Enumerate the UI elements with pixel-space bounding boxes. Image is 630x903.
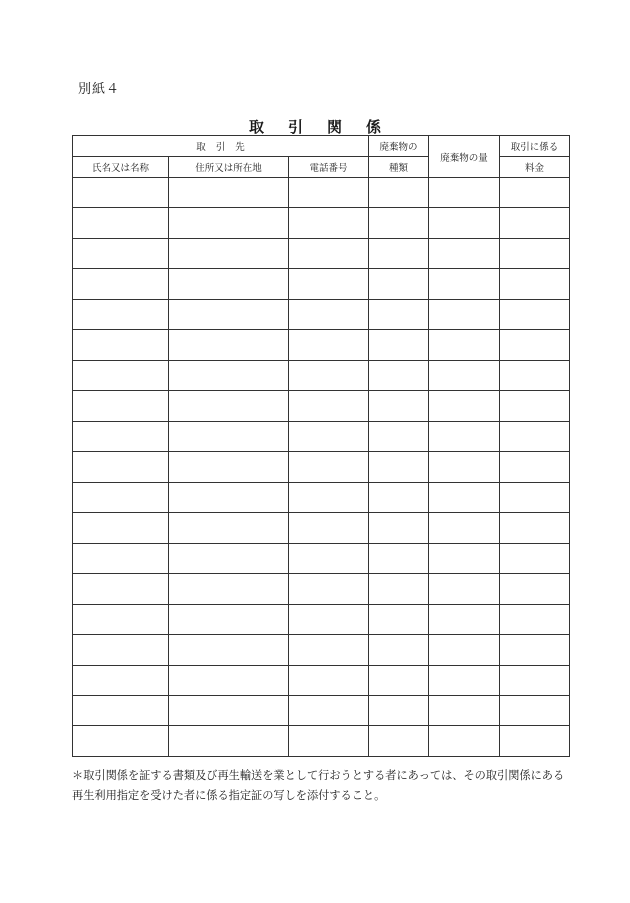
table-row <box>73 695 570 725</box>
fee-cell[interactable] <box>500 269 570 299</box>
fee-cell[interactable] <box>500 726 570 757</box>
waste-amount-cell[interactable] <box>429 635 500 665</box>
address-cell[interactable] <box>169 269 289 299</box>
table-row <box>73 665 570 695</box>
waste-type-cell[interactable] <box>369 269 429 299</box>
fee-cell[interactable] <box>500 421 570 451</box>
address-cell[interactable] <box>169 178 289 208</box>
waste-amount-cell[interactable] <box>429 604 500 634</box>
phone-cell[interactable] <box>289 482 369 512</box>
table-row <box>73 238 570 268</box>
address-cell[interactable] <box>169 299 289 329</box>
phone-cell[interactable] <box>289 299 369 329</box>
table-row <box>73 513 570 543</box>
address-cell[interactable] <box>169 421 289 451</box>
table-row <box>73 726 570 757</box>
waste-type-cell[interactable] <box>369 238 429 268</box>
table-row <box>73 178 570 208</box>
name-cell[interactable] <box>73 665 169 695</box>
address-cell[interactable] <box>169 513 289 543</box>
waste-type-cell[interactable] <box>369 665 429 695</box>
waste-amount-cell[interactable] <box>429 452 500 482</box>
waste-type-cell[interactable] <box>369 330 429 360</box>
table-row <box>73 574 570 604</box>
fee-cell[interactable] <box>500 208 570 238</box>
name-cell[interactable] <box>73 726 169 757</box>
phone-cell[interactable] <box>289 421 369 451</box>
form-title: 取引関係 <box>248 118 405 136</box>
name-cell[interactable] <box>73 635 169 665</box>
phone-cell[interactable] <box>289 513 369 543</box>
table-row <box>73 604 570 634</box>
table-row <box>73 330 570 360</box>
table-body <box>73 178 570 757</box>
table-row <box>73 635 570 665</box>
phone-cell[interactable] <box>289 178 369 208</box>
waste-type-cell[interactable] <box>369 695 429 725</box>
fee-cell[interactable] <box>500 482 570 512</box>
address-cell[interactable] <box>169 360 289 390</box>
waste-type-cell[interactable] <box>369 726 429 757</box>
fee-cell[interactable] <box>500 665 570 695</box>
waste-type-cell[interactable] <box>369 482 429 512</box>
phone-cell[interactable] <box>289 330 369 360</box>
fee-cell[interactable] <box>500 391 570 421</box>
header-waste-type-line1: 廃棄物の <box>369 136 429 157</box>
trade-relations-table <box>72 135 570 757</box>
phone-cell[interactable] <box>289 635 369 665</box>
address-cell[interactable] <box>169 330 289 360</box>
phone-cell[interactable] <box>289 238 369 268</box>
waste-type-cell[interactable] <box>369 360 429 390</box>
waste-type-cell[interactable] <box>369 452 429 482</box>
waste-type-cell[interactable] <box>369 391 429 421</box>
name-cell[interactable] <box>73 421 169 451</box>
waste-amount-cell[interactable] <box>429 695 500 725</box>
waste-type-cell[interactable] <box>369 543 429 573</box>
name-cell[interactable] <box>73 391 169 421</box>
waste-amount-cell[interactable] <box>429 299 500 329</box>
name-cell[interactable] <box>73 452 169 482</box>
table-row <box>73 208 570 238</box>
address-cell[interactable] <box>169 238 289 268</box>
phone-cell[interactable] <box>289 695 369 725</box>
header-fee-line1: 取引に係る <box>500 136 570 157</box>
waste-amount-cell[interactable] <box>429 421 500 451</box>
table-row <box>73 543 570 573</box>
address-cell[interactable] <box>169 665 289 695</box>
waste-amount-cell[interactable] <box>429 726 500 757</box>
name-cell[interactable] <box>73 238 169 268</box>
address-cell[interactable] <box>169 574 289 604</box>
address-cell[interactable] <box>169 482 289 512</box>
name-cell[interactable] <box>73 513 169 543</box>
phone-cell[interactable] <box>289 452 369 482</box>
fee-cell[interactable] <box>500 695 570 725</box>
waste-type-cell[interactable] <box>369 635 429 665</box>
waste-amount-cell[interactable] <box>429 482 500 512</box>
footnote <box>72 766 592 806</box>
address-cell[interactable] <box>169 635 289 665</box>
waste-type-cell[interactable] <box>369 604 429 634</box>
address-cell[interactable] <box>169 604 289 634</box>
name-cell[interactable] <box>73 574 169 604</box>
phone-cell[interactable] <box>289 208 369 238</box>
address-cell[interactable] <box>169 695 289 725</box>
waste-amount-cell[interactable] <box>429 238 500 268</box>
waste-type-cell[interactable] <box>369 421 429 451</box>
table-row <box>73 421 570 451</box>
footnote-line-1: ＊取引関係を証する書類及び再生輸送を業として行おうとする者にあっては、その取引関係にある <box>72 769 565 782</box>
name-cell[interactable] <box>73 360 169 390</box>
fee-cell[interactable] <box>500 635 570 665</box>
address-cell[interactable] <box>169 452 289 482</box>
header-phone: 電話番号 <box>289 157 369 178</box>
waste-type-cell[interactable] <box>369 208 429 238</box>
fee-cell[interactable] <box>500 574 570 604</box>
fee-cell[interactable] <box>500 360 570 390</box>
address-cell[interactable] <box>169 208 289 238</box>
fee-cell[interactable] <box>500 452 570 482</box>
fee-cell[interactable] <box>500 238 570 268</box>
waste-amount-cell[interactable] <box>429 178 500 208</box>
name-cell[interactable] <box>73 269 169 299</box>
name-cell[interactable] <box>73 482 169 512</box>
fee-cell[interactable] <box>500 543 570 573</box>
name-cell[interactable] <box>73 299 169 329</box>
waste-amount-cell[interactable] <box>429 391 500 421</box>
phone-cell[interactable] <box>289 391 369 421</box>
waste-amount-cell[interactable] <box>429 665 500 695</box>
name-cell[interactable] <box>73 695 169 725</box>
header-name: 氏名又は名称 <box>73 157 169 178</box>
name-cell[interactable] <box>73 330 169 360</box>
name-cell[interactable] <box>73 208 169 238</box>
footnote-line-2: 再生利用指定を受けた者に係る指定証の写しを添付すること。 <box>72 789 386 802</box>
waste-amount-cell[interactable] <box>429 543 500 573</box>
address-cell[interactable] <box>169 543 289 573</box>
waste-amount-cell[interactable] <box>429 513 500 543</box>
header-trade-partner: 取引先 <box>73 136 369 157</box>
phone-cell[interactable] <box>289 360 369 390</box>
fee-cell[interactable] <box>500 178 570 208</box>
name-cell[interactable] <box>73 604 169 634</box>
table-row <box>73 452 570 482</box>
waste-amount-cell[interactable] <box>429 269 500 299</box>
phone-cell[interactable] <box>289 543 369 573</box>
phone-cell[interactable] <box>289 726 369 757</box>
fee-cell[interactable] <box>500 513 570 543</box>
phone-cell[interactable] <box>289 269 369 299</box>
waste-amount-cell[interactable] <box>429 330 500 360</box>
header-waste-amount: 廃棄物の量 <box>429 136 500 178</box>
waste-amount-cell[interactable] <box>429 360 500 390</box>
fee-cell[interactable] <box>500 299 570 329</box>
address-cell[interactable] <box>169 391 289 421</box>
name-cell[interactable] <box>73 543 169 573</box>
header-fee-line2: 料金 <box>500 157 570 178</box>
fee-cell[interactable] <box>500 604 570 634</box>
phone-cell[interactable] <box>289 604 369 634</box>
waste-type-cell[interactable] <box>369 299 429 329</box>
waste-amount-cell[interactable] <box>429 574 500 604</box>
address-cell[interactable] <box>169 726 289 757</box>
header-address: 住所又は所在地 <box>169 157 289 178</box>
waste-amount-cell[interactable] <box>429 208 500 238</box>
waste-type-cell[interactable] <box>369 513 429 543</box>
table-row <box>73 391 570 421</box>
phone-cell[interactable] <box>289 574 369 604</box>
name-cell[interactable] <box>73 178 169 208</box>
table-row <box>73 299 570 329</box>
fee-cell[interactable] <box>500 330 570 360</box>
header-waste-type-line2: 種類 <box>369 157 429 178</box>
waste-type-cell[interactable] <box>369 574 429 604</box>
waste-type-cell[interactable] <box>369 178 429 208</box>
attachment-label: 別紙４ <box>78 82 121 97</box>
table-row <box>73 269 570 299</box>
phone-cell[interactable] <box>289 665 369 695</box>
table-row <box>73 360 570 390</box>
table-row <box>73 482 570 512</box>
